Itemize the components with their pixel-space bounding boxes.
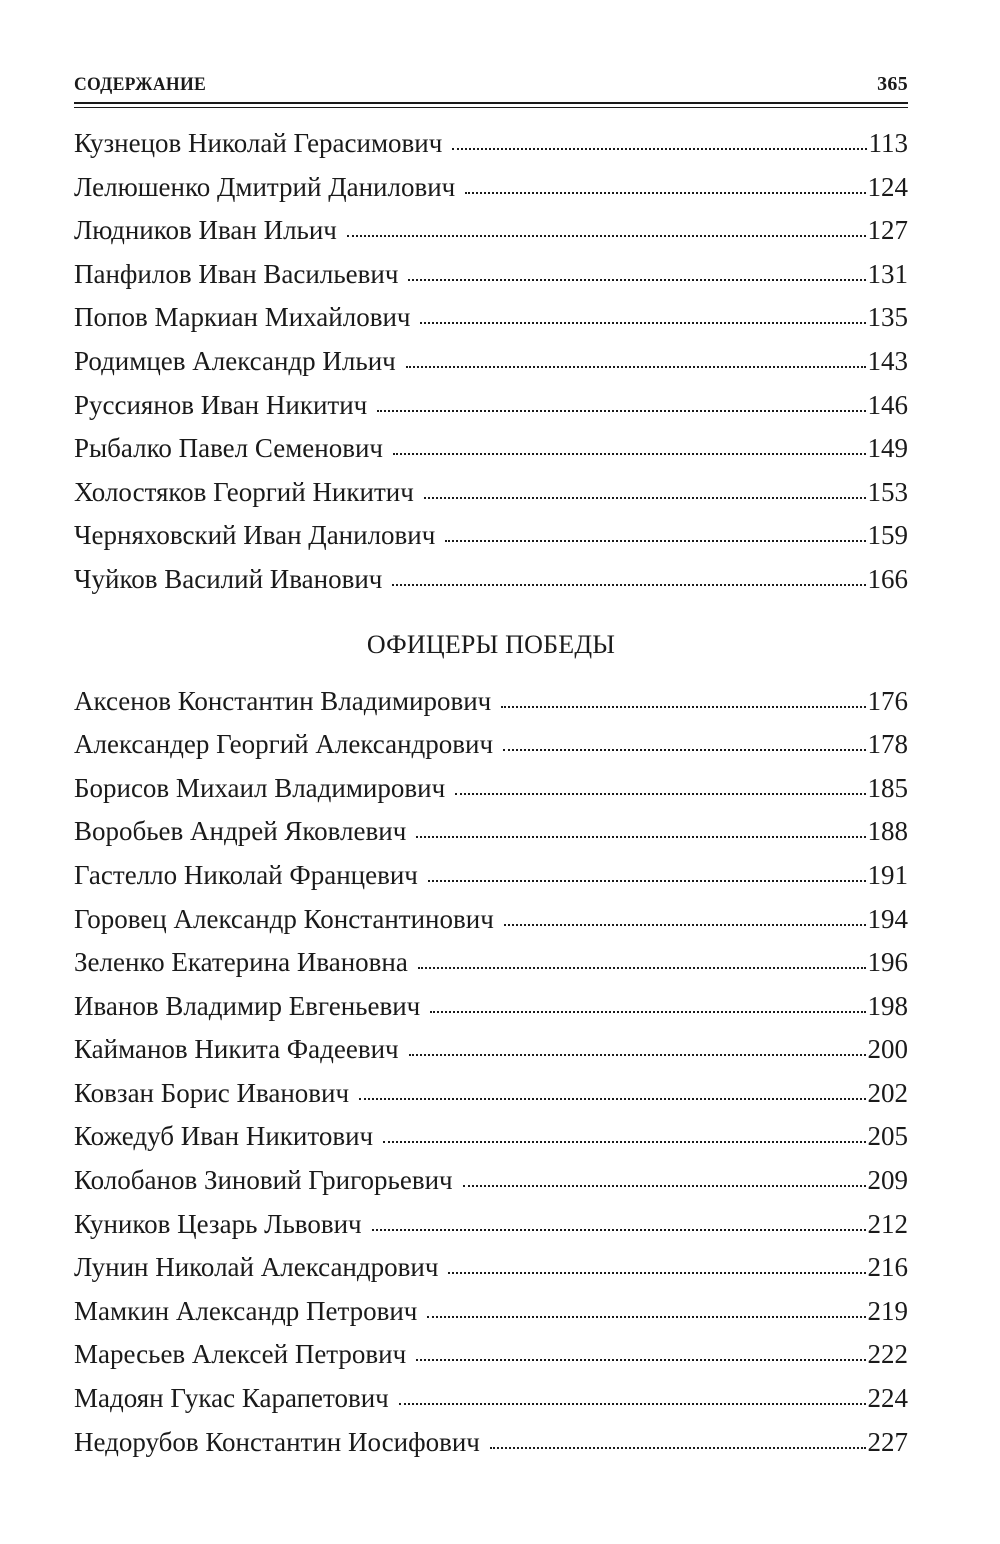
toc-entry-name: Лунин Николай Александрович bbox=[74, 1252, 439, 1283]
toc-entry bbox=[74, 558, 908, 602]
header-rule bbox=[74, 102, 908, 108]
dot-leader bbox=[428, 879, 866, 882]
toc-entry-name: Гастелло Николай Францевич bbox=[74, 859, 418, 890]
toc-entry bbox=[74, 471, 908, 515]
toc-entry-page: 185 bbox=[867, 772, 908, 803]
dot-leader bbox=[392, 583, 865, 586]
toc-entry bbox=[74, 1203, 908, 1247]
toc-entry-page: 212 bbox=[867, 1208, 908, 1239]
toc-entry-name: Кайманов Никита Фадеевич bbox=[74, 1034, 399, 1065]
dot-leader bbox=[465, 191, 865, 194]
section-heading: ОФИЦЕРЫ ПОБЕДЫ bbox=[366, 629, 616, 659]
toc-entry bbox=[74, 810, 908, 854]
toc-entry-page: 191 bbox=[867, 859, 908, 890]
toc-entry bbox=[74, 253, 908, 297]
toc-entry bbox=[74, 514, 908, 558]
toc-entry-page: 224 bbox=[867, 1383, 908, 1414]
toc-entry-page: 166 bbox=[867, 563, 908, 594]
toc-entry bbox=[74, 723, 908, 767]
toc-entry-name: Ковзан Борис Иванович bbox=[74, 1077, 350, 1108]
toc-entry-page: 153 bbox=[867, 476, 908, 507]
toc-entry-name: Маресьев Алексей Петрович bbox=[74, 1339, 407, 1370]
toc-entry-page: 200 bbox=[867, 1034, 908, 1065]
running-header-title: СОДЕРЖАНИЕ bbox=[74, 74, 207, 95]
toc-entry bbox=[74, 296, 908, 340]
toc-entry bbox=[74, 166, 908, 210]
toc-list-section-2 bbox=[74, 680, 908, 1465]
toc-entry-name: Горовец Александр Константинович bbox=[74, 903, 494, 934]
dot-leader bbox=[383, 1140, 865, 1143]
dot-leader bbox=[448, 1271, 865, 1274]
dot-leader bbox=[399, 1402, 866, 1405]
toc-entry-page: 198 bbox=[867, 990, 908, 1021]
toc-entry-page: 159 bbox=[867, 520, 908, 551]
toc-entry-name: Колобанов Зиновий Григорьевич bbox=[74, 1165, 453, 1196]
toc-entry-name: Черняховский Иван Данилович bbox=[74, 520, 436, 551]
toc-entry-page: 202 bbox=[867, 1077, 908, 1108]
dot-leader bbox=[501, 705, 865, 708]
toc-entry-name: Родимцев Александр Ильич bbox=[74, 345, 396, 376]
toc-entry-name: Кожедуб Иван Никитович bbox=[74, 1121, 374, 1152]
dot-leader bbox=[359, 1097, 865, 1100]
dot-leader bbox=[416, 835, 865, 838]
toc-entry-page: 131 bbox=[867, 258, 908, 289]
toc-entry-name: Людников Иван Ильич bbox=[74, 215, 337, 246]
toc-entry-name: Рыбалко Павел Семенович bbox=[74, 433, 383, 464]
toc-entry-page: 149 bbox=[867, 433, 908, 464]
dot-leader bbox=[406, 365, 866, 368]
toc-entry bbox=[74, 941, 908, 985]
dot-leader bbox=[452, 147, 866, 150]
toc-entry-name: Недорубов Константин Иосифович bbox=[74, 1426, 480, 1457]
toc-entry-page: 227 bbox=[867, 1426, 908, 1457]
dot-leader bbox=[424, 496, 866, 499]
toc-entry-page: 205 bbox=[867, 1121, 908, 1152]
toc-entry-name: Холостяков Георгий Никитич bbox=[74, 476, 414, 507]
toc-entry-page: 113 bbox=[868, 128, 908, 158]
toc-entry-page: 188 bbox=[867, 816, 908, 847]
toc-entry-name: Иванов Владимир Евгеньевич bbox=[74, 990, 421, 1021]
toc-entry-name: Зеленко Екатерина Ивановна bbox=[74, 947, 408, 978]
dot-leader bbox=[463, 1184, 866, 1187]
toc-list-section-1 bbox=[74, 122, 908, 602]
dot-leader bbox=[372, 1228, 866, 1231]
toc-entry-page: 127 bbox=[867, 215, 908, 246]
page-number: 365 bbox=[877, 73, 908, 95]
dot-leader bbox=[418, 966, 866, 969]
dot-leader bbox=[445, 539, 865, 542]
dot-leader bbox=[420, 321, 865, 324]
toc-entry-name: Кузнецов Николай Герасимович bbox=[74, 128, 443, 158]
toc-entry bbox=[74, 1028, 908, 1072]
dot-leader bbox=[393, 452, 866, 455]
toc-entry bbox=[74, 985, 908, 1029]
toc-entry-name: Александер Георгий Александрович bbox=[74, 729, 494, 760]
toc-entry-page: 196 bbox=[867, 947, 908, 978]
toc-entry-name: Мамкин Александр Петрович bbox=[74, 1295, 418, 1326]
toc-entry bbox=[74, 1290, 908, 1334]
dot-leader bbox=[490, 1446, 866, 1449]
dot-leader bbox=[430, 1010, 865, 1013]
toc-entry-page: 209 bbox=[867, 1165, 908, 1196]
dot-leader bbox=[347, 234, 866, 237]
toc-entry bbox=[74, 898, 908, 942]
running-header bbox=[74, 60, 908, 96]
dot-leader bbox=[504, 923, 866, 926]
toc-entry-name: Куников Цезарь Львович bbox=[74, 1208, 362, 1239]
toc-entry bbox=[74, 854, 908, 898]
toc-entry-name: Панфилов Иван Васильевич bbox=[74, 258, 399, 289]
toc-entry-page: 135 bbox=[867, 302, 908, 333]
toc-entry-page: 124 bbox=[867, 171, 908, 202]
toc-entry-name: Чуйков Василий Иванович bbox=[74, 563, 383, 594]
toc-entry-name: Борисов Михаил Владимирович bbox=[74, 772, 446, 803]
toc-entry bbox=[74, 1115, 908, 1159]
dot-leader bbox=[408, 278, 865, 281]
dot-leader bbox=[455, 792, 865, 795]
toc-entry bbox=[74, 680, 908, 724]
toc-entry-page: 176 bbox=[867, 685, 908, 716]
dot-leader bbox=[416, 1358, 865, 1361]
toc-entry bbox=[74, 1421, 908, 1465]
dot-leader bbox=[503, 748, 865, 751]
toc-entry-page: 146 bbox=[867, 389, 908, 420]
toc-entry bbox=[74, 767, 908, 811]
toc-entry-page: 143 bbox=[867, 345, 908, 376]
toc-entry bbox=[74, 1246, 908, 1290]
toc-entry bbox=[74, 1377, 908, 1421]
toc-entry-page: 194 bbox=[867, 903, 908, 934]
toc-entry bbox=[74, 1333, 908, 1377]
toc-entry bbox=[74, 340, 908, 384]
dot-leader bbox=[427, 1315, 865, 1318]
dot-leader bbox=[377, 409, 865, 412]
toc-entry-name: Попов Маркиан Михайлович bbox=[74, 302, 411, 333]
toc-entry-page: 219 bbox=[867, 1295, 908, 1326]
toc-entry bbox=[74, 1159, 908, 1203]
toc-entry bbox=[74, 1072, 908, 1116]
dot-leader bbox=[409, 1053, 866, 1056]
toc-entry-page: 222 bbox=[867, 1339, 908, 1370]
toc-entry-name: Мадоян Гукас Карапетович bbox=[74, 1383, 389, 1414]
toc-entry-page: 178 bbox=[867, 729, 908, 760]
toc-entry-name: Руссиянов Иван Никитич bbox=[74, 389, 368, 420]
toc-entry-name: Воробьев Андрей Яковлевич bbox=[74, 816, 407, 847]
toc-entry bbox=[74, 122, 908, 166]
toc-page bbox=[74, 60, 908, 1464]
toc-entry-name: Лелюшенко Дмитрий Данилович bbox=[74, 171, 456, 202]
toc-entry bbox=[74, 427, 908, 471]
toc-entry bbox=[74, 209, 908, 253]
toc-entry-name: Аксенов Константин Владимирович bbox=[74, 685, 492, 716]
toc-entry bbox=[74, 384, 908, 428]
toc-entry-page: 216 bbox=[867, 1252, 908, 1283]
